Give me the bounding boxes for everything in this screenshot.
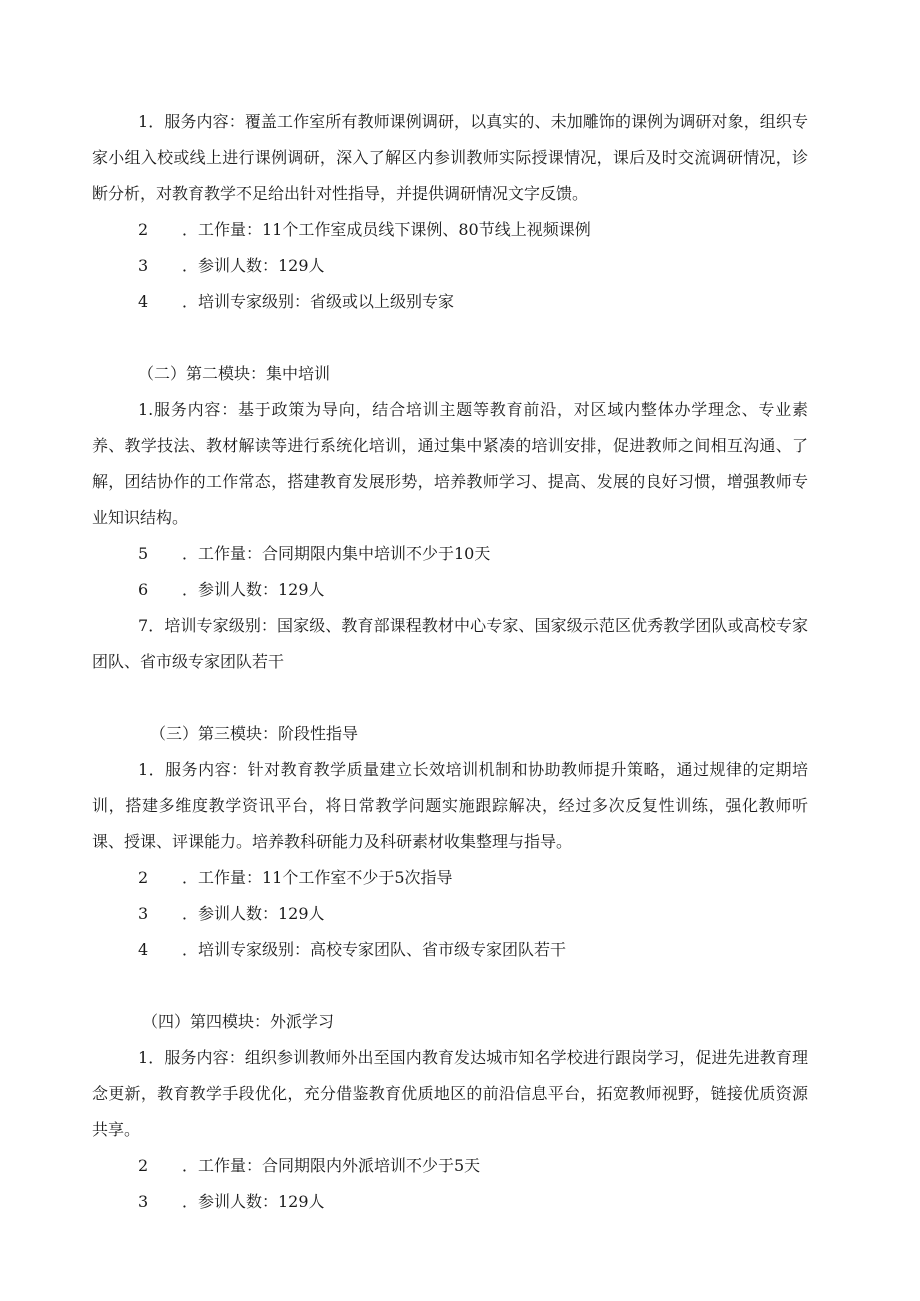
item-text: ．培训专家级别：省级或以上级别专家 (182, 292, 455, 311)
section-heading-text: （二）第二模块：集中培训 (138, 364, 331, 383)
item-text: ．工作量：合同期限内集中培训不少于10天 (182, 544, 491, 563)
list-item (0, 1148, 920, 1184)
item-text: ．参训人数：129人 (182, 256, 325, 275)
item-number: 2 (138, 1156, 149, 1175)
item-number: 5 (138, 544, 149, 563)
item-text: ．培训专家级别：高校专家团队、省市级专家团队若干 (182, 940, 567, 959)
paragraph-service-content: 1．服务内容：针对教育教学质量建立长效培训机制和协助教师提升策略，通过规律的定期培训，搭建多维度教学资讯平台，将日常教学问题实施跟踪解决，经过多次反复性训练，强化教师听课、授课、评课能力。培养教科研能力及科研素材收集整理与指导。 (92, 760, 808, 851)
list-item (0, 536, 920, 572)
item-number: 4 (138, 292, 149, 311)
paragraph-service-content: 1.服务内容：基于政策为导向，结合培训主题等教育前沿，对区域内整体办学理念、专业素养、教学技法、教材解读等进行系统化培训，通过集中紧凑的培训安排，促进教师之间相互沟通、了解，团结协作的工作常态，搭建教育发展形势，培养教师学习、提高、发展的良好习惯，增强教师专业知识结构。 (92, 400, 808, 527)
item-number: 2 (138, 220, 149, 239)
item-number: 3 (138, 1192, 149, 1211)
list-item (0, 860, 920, 896)
paragraph-service-content: 1．服务内容：组织参训教师外出至国内教育发达城市知名学校进行跟岗学习，促进先进教育理念更新，教育教学手段优化，充分借鉴教育优质地区的前沿信息平台，拓宽教师视野，链接优质资源共享。 (92, 1048, 808, 1139)
section-heading (0, 356, 920, 392)
item-text: ．工作量：11个工作室成员线下课例、80节线上视频课例 (182, 220, 591, 239)
item-text: ．工作量：合同期限内外派培训不少于5天 (182, 1156, 481, 1175)
item-text: ．参训人数：129人 (182, 1192, 325, 1211)
section-2 (0, 356, 920, 680)
list-item (0, 932, 920, 968)
section-4 (0, 1004, 920, 1220)
section-heading (0, 716, 920, 752)
list-item (0, 284, 920, 320)
section-heading-text: （四）第四模块：外派学习 (142, 1012, 335, 1031)
section-3 (0, 716, 920, 968)
section-heading (0, 1004, 920, 1040)
item-number: 3 (138, 904, 149, 923)
item-number: 3 (138, 256, 149, 275)
item-number: 4 (138, 940, 149, 959)
paragraph-expert-level: 7．培训专家级别：国家级、教育部课程教材中心专家、国家级示范区优秀教学团队或高校专家团队、省市级专家团队若干 (92, 616, 808, 671)
list-item (0, 896, 920, 932)
list-item (0, 572, 920, 608)
section-1 (0, 104, 920, 320)
item-number: 2 (138, 868, 149, 887)
list-item (0, 248, 920, 284)
paragraph-service-content: 1．服务内容：覆盖工作室所有教师课例调研，以真实的、未加雕饰的课例为调研对象，组织专家小组入校或线上进行课例调研，深入了解区内参训教师实际授课情况，课后及时交流调研情况，诊断分析，对教育教学不足给出针对性指导，并提供调研情况文字反馈。 (92, 112, 808, 203)
list-item (0, 212, 920, 248)
item-number: 6 (138, 580, 149, 599)
section-heading-text: （三）第三模块：阶段性指导 (150, 724, 359, 743)
item-text: ．工作量：11个工作室不少于5次指导 (182, 868, 453, 887)
item-text: ．参训人数：129人 (182, 580, 325, 599)
item-text: ．参训人数：129人 (182, 904, 325, 923)
list-item (0, 1184, 920, 1220)
